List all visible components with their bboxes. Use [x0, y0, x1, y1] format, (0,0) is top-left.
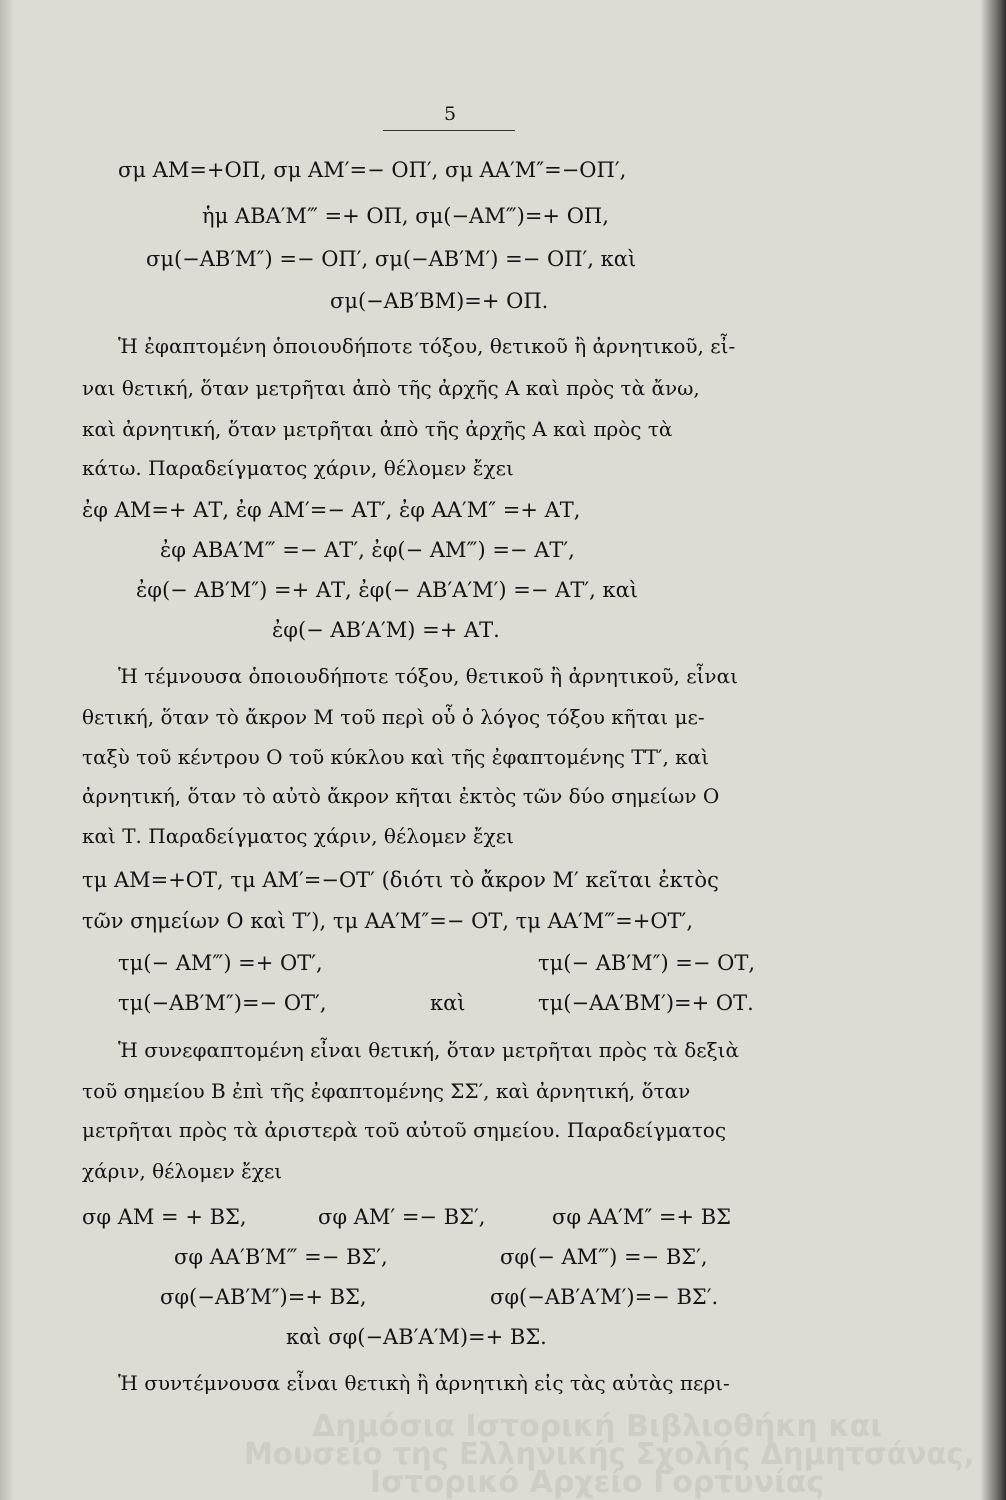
paragraph-line: χάριν, θέλομεν ἔχει: [82, 1159, 283, 1183]
formula-line: ἐφ ΑΒΑ′Μ‴ =− ΑΤ′, ἐφ(− ΑΜ‴) =− ΑΤ′,: [160, 538, 575, 562]
paragraph-line: καὶ ἀρνητική, ὅταν μετρῆται ἀπὸ τῆς ἀρχῆς Α καὶ πρὸς τὰ: [82, 417, 673, 441]
paragraph-line: Ἡ συνεφαπτομένη εἶναι θετική, ὅταν μετρῆται πρὸς τὰ δεξιὰ: [118, 1038, 739, 1062]
paragraph-line: μετρῆται πρὸς τὰ ἀριστερὰ τοῦ αὐτοῦ σημείου. Παραδείγματος: [82, 1118, 727, 1142]
formula-line: τῶν σημείων Ο καὶ Τ′), τμ ΑΑ′Μ″=− ΟΤ, τμ ΑΑ′Μ‴=+ΟΤ′,: [82, 909, 693, 933]
library-watermark-line: Δημόσια Ιστορική Βιβλιοθήκη και: [312, 1409, 882, 1444]
formula-line: ἐφ(− ΑΒ′Α′Μ) =+ ΑΤ.: [272, 618, 500, 642]
paragraph-line: τοῦ σημείου Β ἐπὶ τῆς ἐφαπτομένης ΣΣ′, καὶ ἀρνητική, ὅταν: [82, 1079, 691, 1103]
paragraph-line: ταξὺ τοῦ κέντρου Ο τοῦ κύκλου καὶ τῆς ἐφαπτομένης ΤΤ′, καὶ: [82, 745, 710, 769]
formula-line: τμ(− ΑΒ′Μ″) =− ΟΤ,: [538, 951, 756, 975]
paragraph-line: κάτω. Παραδείγματος χάριν, θέλομεν ἔχει: [82, 456, 514, 480]
formula-line: ἐφ(− ΑΒ′Μ″) =+ ΑΤ, ἐφ(− ΑΒ′Α′Μ′) =− ΑΤ′, καὶ: [136, 578, 638, 602]
paragraph-line: Ἡ ἐφαπτομένη ὁποιουδήποτε τόξου, θετικοῦ ἢ ἀρνητικοῦ, εἶ-: [118, 334, 736, 358]
library-watermark-line: Μουσείο της Ελληνικής Σχολής Δημητσάνας,: [244, 1437, 975, 1472]
paragraph-line: Ἡ τέμνουσα ὁποιουδήποτε τόξου, θετικοῦ ἢ ἀρνητικοῦ, εἶναι: [118, 664, 738, 688]
page-edge-left: [0, 0, 14, 1500]
formula-line: σφ ΑΑ′Μ″ =+ ΒΣ: [552, 1205, 731, 1229]
formula-line: ἡμ ΑΒΑ′Μ‴ =+ ΟΠ, σμ(−ΑΜ‴)=+ ΟΠ,: [202, 204, 609, 228]
paragraph-line: καὶ Τ. Παραδείγματος χάριν, θέλομεν ἔχει: [82, 824, 514, 848]
formula-line: τμ ΑΜ=+ΟΤ, τμ ΑΜ′=−ΟΤ′ (διότι τὸ ἄκρον Μ′ κεῖται ἐκτὸς: [82, 868, 719, 892]
formula-line: σφ ΑΑ′Β′Μ‴ =− ΒΣ′,: [174, 1245, 388, 1269]
paragraph-line: Ἡ συντέμνουσα εἶναι θετικὴ ἢ ἀρνητικὴ εἰς τὰς αὐτὰς περι-: [118, 1371, 730, 1395]
page-number-rule: [383, 130, 515, 131]
formula-line: τμ(− ΑΜ‴) =+ ΟΤ′,: [118, 951, 323, 975]
formula-line: σφ ΑΜ′ =− ΒΣ′,: [318, 1205, 486, 1229]
library-watermark-line: Ιστορικό Αρχείο Γορτυνίας: [369, 1465, 825, 1500]
formula-line: τμ(−ΑΒ′Μ″)=− ΟΤ′,: [118, 991, 327, 1015]
formula-line: σφ(−ΑΒ′Μ″)=+ ΒΣ,: [160, 1285, 367, 1309]
formula-line: σμ ΑΜ=+ΟΠ, σμ ΑΜ′=− ΟΠ′, σμ ΑΑ′Μ″=−ΟΠ′,: [118, 158, 627, 182]
page-number: 5: [443, 103, 457, 125]
formula-line: τμ(−ΑΑ′ΒΜ′)=+ ΟΤ.: [538, 991, 754, 1015]
formula-line: σφ(− ΑΜ‴) =− ΒΣ′,: [500, 1245, 708, 1269]
page-edge-right: [980, 0, 1006, 1500]
formula-line: καὶ: [430, 991, 466, 1015]
formula-line: σμ(−ΑΒ′ΒΜ)=+ ΟΠ.: [330, 289, 549, 313]
paragraph-line: θετική, ὅταν τὸ ἄκρον Μ τοῦ περὶ οὗ ὁ λόγος τόξου κῆται με-: [82, 705, 705, 729]
paragraph-line: ναι θετική, ὅταν μετρῆται ἀπὸ τῆς ἀρχῆς Α καὶ πρὸς τὰ ἄνω,: [82, 376, 700, 400]
formula-line: σφ ΑΜ = + ΒΣ,: [82, 1205, 247, 1229]
formula-line: καὶ σφ(−ΑΒ′Α′Μ)=+ ΒΣ.: [286, 1325, 547, 1349]
formula-line: ἐφ ΑΜ=+ ΑΤ, ἐφ ΑΜ′=− ΑΤ′, ἐφ ΑΑ′Μ″ =+ ΑΤ,: [82, 498, 581, 522]
paragraph-line: ἀρνητική, ὅταν τὸ αὐτὸ ἄκρον κῆται ἐκτὸς τῶν δύο σημείων Ο: [82, 784, 720, 808]
formula-line: σμ(−ΑΒ′Μ″) =− ΟΠ′, σμ(−ΑΒ′Μ′) =− ΟΠ′, καὶ: [146, 247, 637, 271]
formula-line: σφ(−ΑΒ′Α′Μ′)=− ΒΣ′.: [490, 1285, 719, 1309]
